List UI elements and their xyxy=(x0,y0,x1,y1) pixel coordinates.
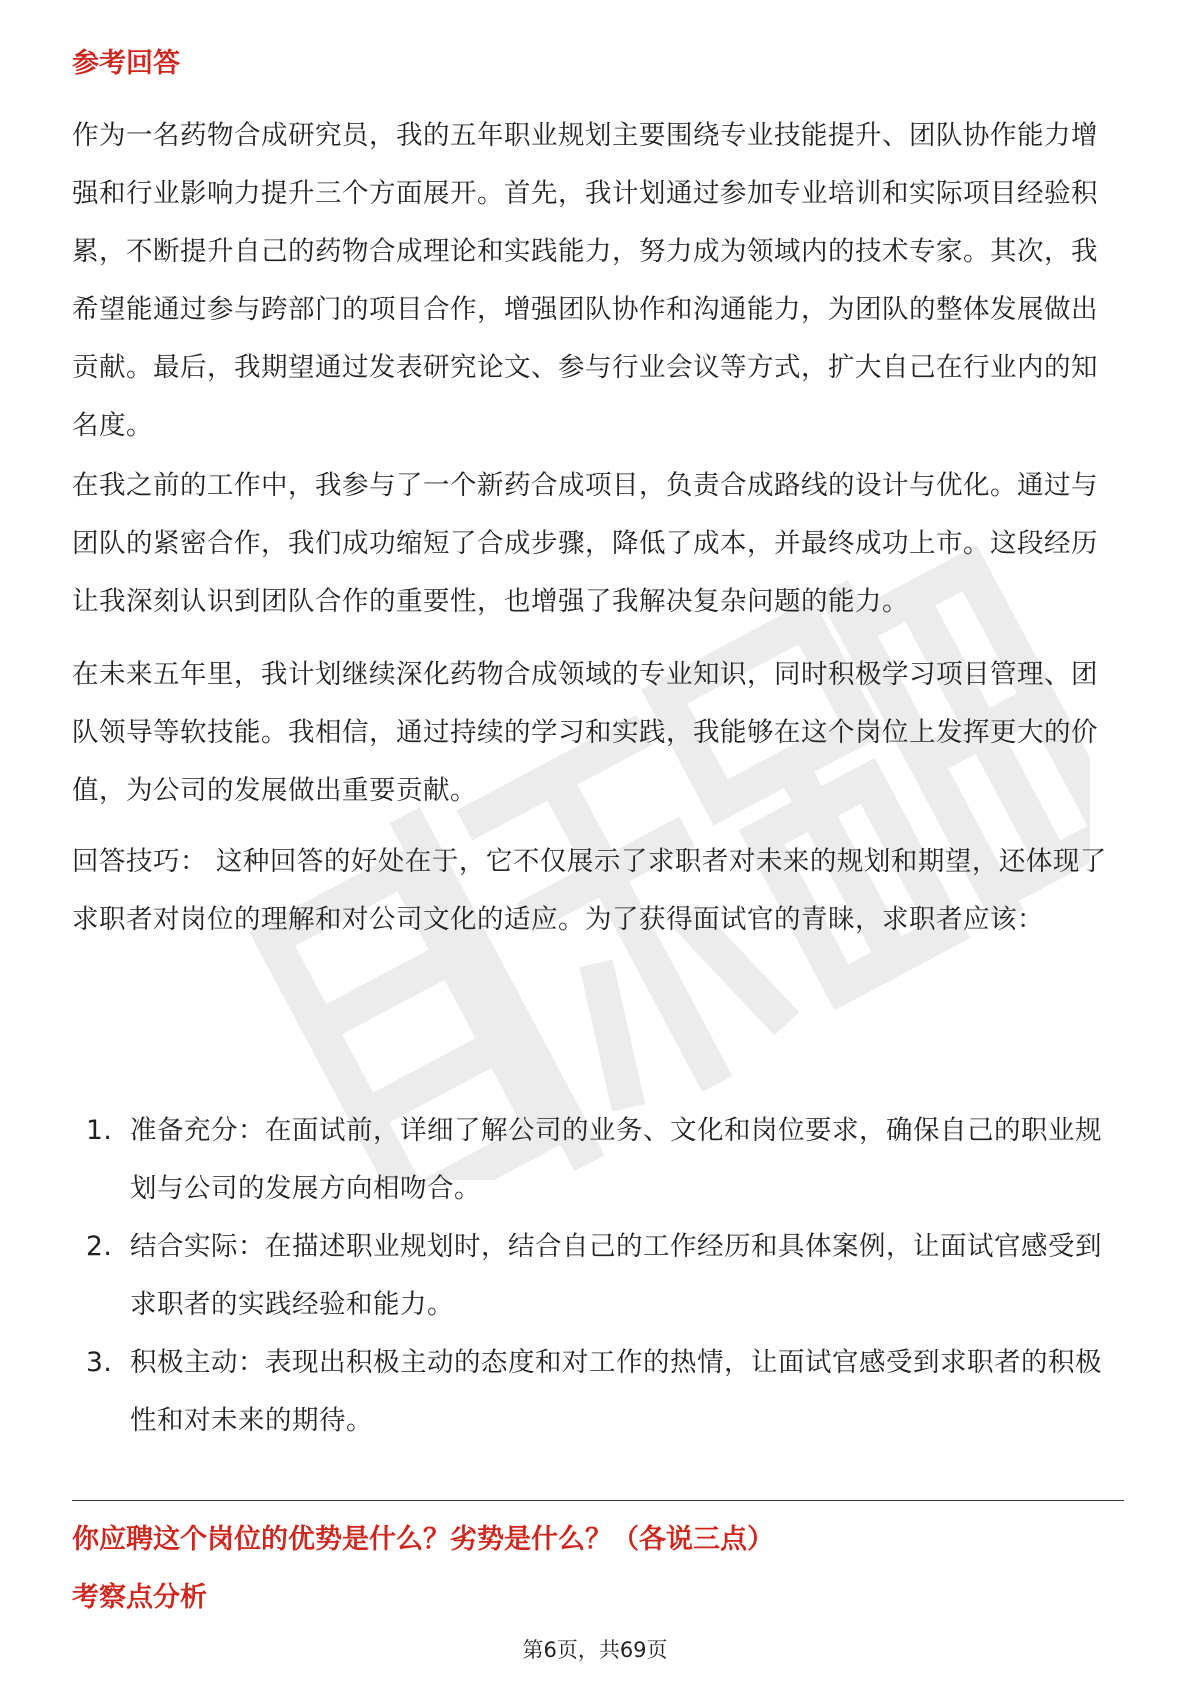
answer-tips-paragraph: 回答技巧： 这种回答的好处在于，它不仅展示了求职者对未来的规划和期望，还体现了求职者对岗位的理解和对公司文化的适应。为了获得面试官的青睐，求职者应该： xyxy=(72,846,1107,935)
tips-list-number: 2. xyxy=(86,1231,113,1262)
tips-list xyxy=(72,1102,1122,1450)
answer-paragraph-3: 在未来五年里，我计划继续深化药物合成领域的专业知识，同时积极学习项目管理、团队领导等软技能。我相信，通过持续的学习和实践，我能够在这个岗位上发挥更大的价值，为公司的发展做出重要贡献。 xyxy=(72,659,1098,806)
answer-paragraph-2: 在我之前的工作中，我参与了一个新药合成项目，负责合成路线的设计与优化。通过与团队的紧密合作，我们成功缩短了合成步骤，降低了成本，并最终成功上市。这段经历让我深刻认识到团队合作的重要性，也增强了我解决复杂问题的能力。 xyxy=(72,470,1098,617)
section-heading-analysis: 考察点分析 xyxy=(72,1582,207,1613)
tips-list-number: 3. xyxy=(86,1347,113,1378)
tips-list-text: 准备充分：在面试前，详细了解公司的业务、文化和岗位要求，确保自己的职业规划与公司的发展方向相吻合。 xyxy=(130,1115,1102,1204)
page-footer: 第6页，共69页 xyxy=(522,1638,668,1662)
tips-list-text: 结合实际：在描述职业规划时，结合自己的工作经历和具体案例，让面试官感受到求职者的实践经验和能力。 xyxy=(130,1231,1102,1320)
section-divider xyxy=(72,1500,1124,1501)
next-question-heading: 你应聘这个岗位的优势是什么？劣势是什么？（各说三点） xyxy=(72,1524,774,1555)
tips-list-item xyxy=(72,1334,1122,1450)
tips-list-item xyxy=(72,1218,1122,1334)
tips-list-text: 积极主动：表现出积极主动的态度和对工作的热情，让面试官感受到求职者的积极性和对未来的期待。 xyxy=(130,1347,1102,1436)
tips-list-item xyxy=(72,1102,1122,1218)
answer-paragraph-1: 作为一名药物合成研究员，我的五年职业规划主要围绕专业技能提升、团队协作能力增强和行业影响力提升三个方面展开。首先，我计划通过参加专业培训和实际项目经验积累，不断提升自己的药物合成理论和实践能力，努力成为领域内的技术专家。其次，我希望能通过参与跨部门的项目合作，增强团队协作和沟通能力，为团队的整体发展做出贡献。最后，我期望通过发表研究论文、参与行业会议等方式，扩大自己在行业内的知名度。 xyxy=(72,120,1098,441)
tips-list-number: 1. xyxy=(86,1115,113,1146)
section-heading-reference-answer: 参考回答 xyxy=(72,48,180,79)
